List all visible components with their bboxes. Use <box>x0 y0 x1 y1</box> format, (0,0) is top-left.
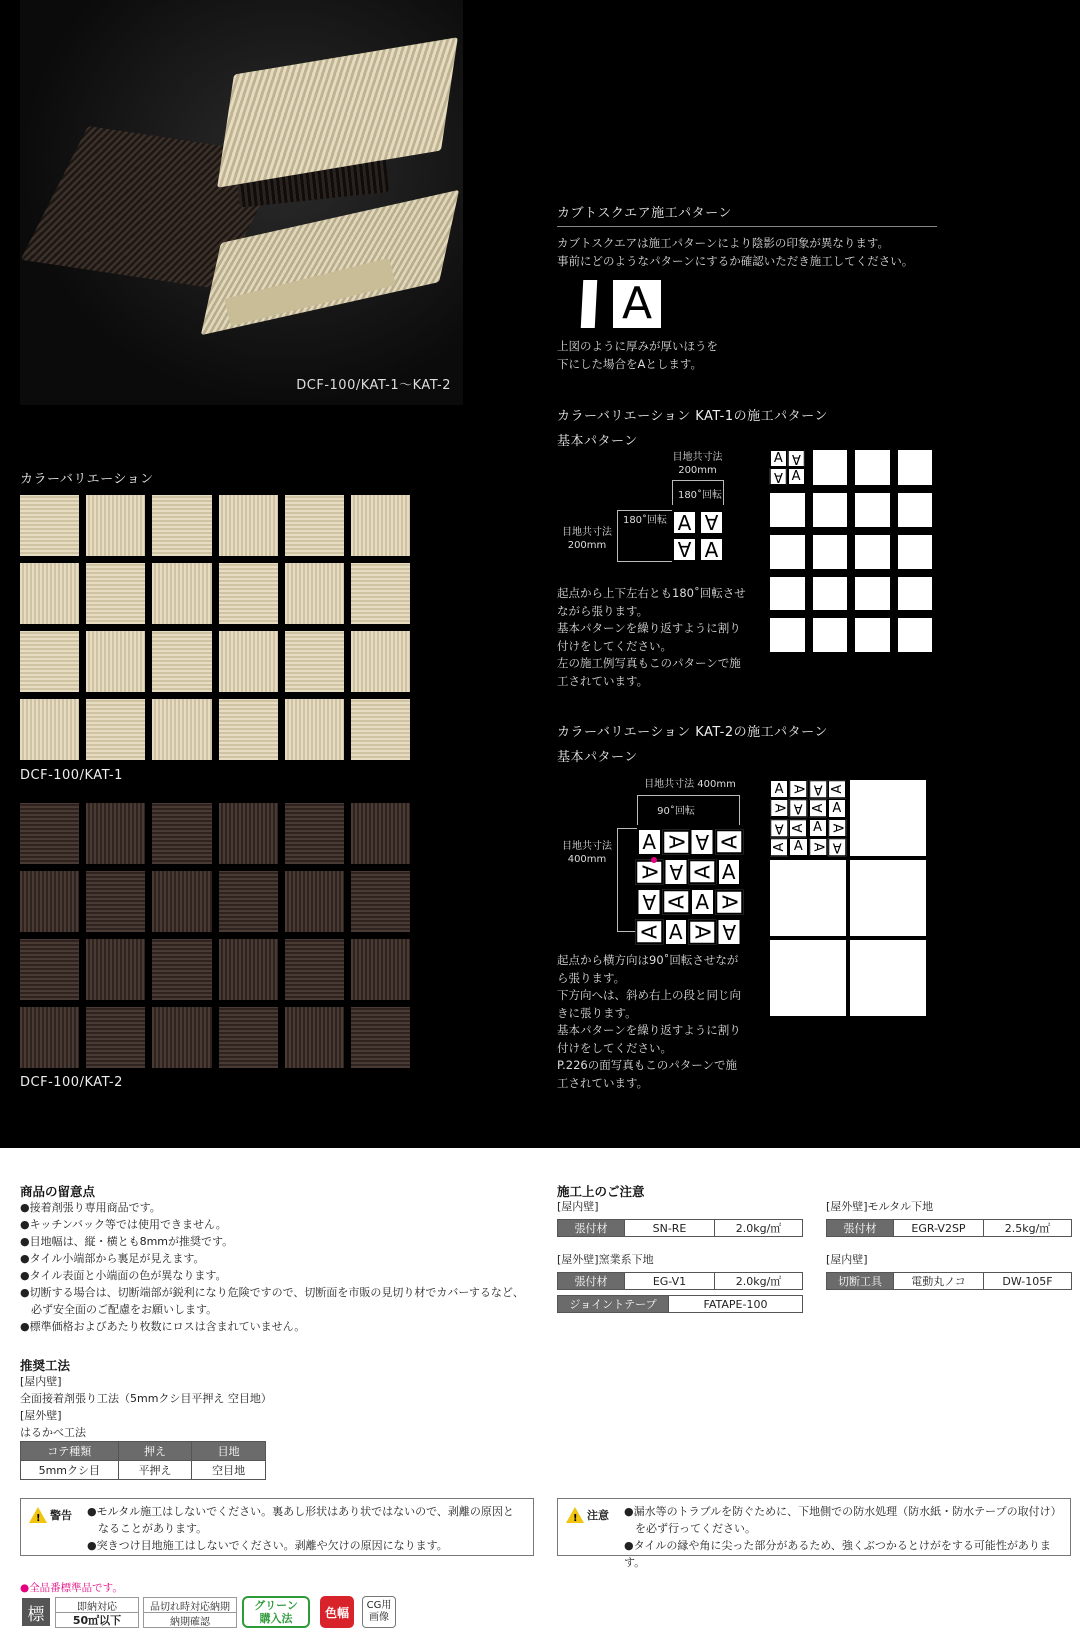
kat2-joint-left-label: 目地共寸法 400mm <box>562 841 612 865</box>
a-tile: A <box>770 468 787 485</box>
spec-cutting: 切断工具 電動丸ノコ DW-105F <box>826 1272 1072 1290</box>
tile-swatch <box>219 939 278 1000</box>
pattern-intro-note1: 上図のように厚みが厚いほうを <box>557 339 718 353</box>
a-tile: A <box>662 890 690 915</box>
kat1-rot-top-label: 180˚回転 <box>677 490 723 501</box>
a-tile: A <box>789 838 807 856</box>
tile-profile-icon <box>581 280 598 328</box>
kat2-pattern-title: カラーバリエーション KAT-2の施工パターン <box>557 725 828 740</box>
tile-swatch <box>219 495 278 556</box>
note-item: ●目地幅は、縦・横とも8mmが推奨です。 <box>20 1235 234 1248</box>
kat1-description <box>557 585 757 690</box>
a-tile: A <box>809 819 827 837</box>
method-indoor-label: [屋内壁] <box>20 1375 62 1388</box>
tile-swatch <box>86 803 145 864</box>
layout-cell <box>813 450 848 485</box>
layout-cell <box>813 535 848 569</box>
tile-swatch <box>152 803 211 864</box>
description-line: 工されています。 <box>557 1075 649 1090</box>
a-tile: A <box>635 920 663 945</box>
tile-swatch <box>86 495 145 556</box>
tile-swatch <box>351 803 410 864</box>
tile-swatch <box>86 631 145 692</box>
a-tile: A <box>788 450 805 467</box>
tile-swatch <box>285 563 344 624</box>
layout-cell <box>855 493 890 527</box>
layout-cell <box>898 535 933 569</box>
a-tile: A <box>715 890 743 915</box>
tile-swatch <box>351 631 410 692</box>
a-tile: A <box>828 799 846 817</box>
warning-line: ●モルタル施工はしないでください。裏あし形状はあり状ではないので、剥離の原因と <box>87 1505 514 1518</box>
kat2-pattern-subtitle: 基本パターン <box>557 750 638 765</box>
a-tile: A <box>690 828 715 856</box>
tile-swatch <box>285 631 344 692</box>
kat2-tile-grid <box>20 803 410 1068</box>
spec-indoor: 張付材 SN-RE 2.0kg/㎡ <box>557 1219 803 1237</box>
warning-lines <box>87 1503 514 1551</box>
tile-swatch <box>285 871 344 932</box>
table-cell: 5mmクシ目 <box>21 1461 119 1480</box>
hero-product-photo <box>20 0 463 405</box>
a-tile: A <box>717 918 742 946</box>
pattern-intro-title: カブトスクエア施工パターン <box>557 206 732 221</box>
tile-swatch <box>285 803 344 864</box>
attention-line: ●漏水等のトラブルを防ぐために、下地側での防水処理（防水紙・防水テープの取付け） <box>624 1505 1062 1518</box>
a-tile: A <box>789 780 807 798</box>
kat1-pattern-title: カラーバリエーション KAT-1の施工パターン <box>557 409 828 424</box>
a-glyph-icon: A <box>613 280 661 328</box>
layout-cell <box>813 618 848 652</box>
tile-swatch <box>351 939 410 1000</box>
a-tile: A <box>637 828 662 856</box>
layout-cell <box>850 940 926 1016</box>
layout-cell <box>855 535 890 569</box>
tile-swatch <box>152 563 211 624</box>
variation-title: カラーバリエーション <box>20 472 154 487</box>
tile-swatch <box>351 1007 410 1068</box>
tile-swatch <box>20 699 79 760</box>
description-line: 下方向へは、斜め右上の段と同じ向 <box>557 988 741 1002</box>
layout-cell <box>855 618 890 652</box>
tile-swatch <box>20 939 79 1000</box>
tile-swatch <box>20 563 79 624</box>
tile-light-top <box>217 37 458 188</box>
layout-cell <box>813 577 848 611</box>
tile-swatch <box>285 1007 344 1068</box>
table-header: 押え <box>118 1442 192 1461</box>
a-tile: A <box>664 918 689 946</box>
a-tile: A <box>770 780 788 798</box>
tile-swatch <box>152 871 211 932</box>
table-cell: 平押え <box>118 1461 192 1480</box>
kat2-joint-top-label: 目地共寸法 400mm <box>644 779 736 790</box>
table-header: 目地 <box>192 1442 266 1461</box>
method-title: 推奨工法 <box>20 1358 71 1373</box>
kat1-rot-left-label: 180˚回転 <box>622 515 668 526</box>
tile-swatch <box>20 495 79 556</box>
a-tile: A <box>770 799 788 817</box>
kat1-caption: DCF-100/KAT-1 <box>20 768 123 783</box>
tile-swatch <box>285 495 344 556</box>
tile-swatch <box>219 699 278 760</box>
tile-swatch <box>351 495 410 556</box>
a-tile-rotated: A <box>672 537 697 562</box>
kat2-rot-top-label: 90˚回転 <box>657 806 695 817</box>
note-item: ●タイル表面と小端面の色が異なります。 <box>20 1269 227 1282</box>
layout-cell <box>855 577 890 611</box>
layout-cell <box>898 618 933 652</box>
tile-swatch <box>152 495 211 556</box>
tile-swatch <box>351 699 410 760</box>
note-item: 必ず安全面のご配慮をお願いします。 <box>20 1303 218 1316</box>
layout-cell <box>898 450 933 485</box>
description-line: きに張ります。 <box>557 1005 637 1020</box>
a-tile: A <box>662 830 690 855</box>
tile-swatch <box>20 871 79 932</box>
attention-box <box>557 1498 1071 1569</box>
a-tile: A <box>809 799 827 817</box>
note-item: ●標準価格およびあたり枚数にロスは含まれていません。 <box>20 1320 306 1333</box>
kat1-joint-left-label: 目地共寸法 200mm <box>562 527 612 551</box>
warning-icon <box>29 1507 47 1523</box>
tile-swatch <box>152 939 211 1000</box>
leadtime-header: 品切れ時対応納期 <box>143 1597 237 1612</box>
kat2-layout-grid <box>770 780 930 1020</box>
layout-cell <box>770 577 805 611</box>
description-line: ながら張ります。 <box>557 603 649 618</box>
method-outdoor-label: [屋外壁] <box>20 1409 62 1422</box>
pattern-intro-line2: 事前にどのようなパターンにするか確認いただき施工してください。 <box>557 253 914 268</box>
description-line: 左の施工例写真もこのパターンで施 <box>557 656 741 670</box>
a-tile: A <box>770 450 787 467</box>
a-tile: A <box>788 468 805 485</box>
method-outdoor-text: はるかべ工法 <box>20 1426 86 1439</box>
description-line: 起点から上下左右とも180˚回転させ <box>557 586 746 600</box>
tile-swatch <box>86 1007 145 1068</box>
a-tile: A <box>637 888 662 916</box>
layout-cell <box>898 493 933 527</box>
table-cell: 空目地 <box>192 1461 266 1480</box>
warning-tag: 警告 <box>50 1509 72 1522</box>
standard-icon: 標 <box>22 1598 50 1626</box>
caution-indoor2-label: [屋内壁] <box>826 1253 868 1266</box>
a-tile: A <box>789 799 807 817</box>
a-tile: A <box>688 920 716 945</box>
layout-cell <box>850 860 926 936</box>
description-line: 付けをしてください。 <box>557 1040 672 1055</box>
note-item: ●接着剤張り専用商品です。 <box>20 1201 161 1214</box>
kat1-layout-grid <box>770 450 932 652</box>
a-tile: A <box>770 819 788 837</box>
a-tile: A <box>699 537 724 562</box>
layout-cell <box>898 577 933 611</box>
color-range-badge: 色幅 <box>320 1596 354 1628</box>
warning-line: なることがあります。 <box>87 1522 208 1535</box>
a-tile: A <box>809 838 827 856</box>
stock-header: 即納対応 <box>55 1597 139 1612</box>
kat2-basic-pattern <box>637 828 741 944</box>
method-table <box>20 1441 266 1480</box>
pattern-intro-line1: カブトスクエアは施工パターンにより陰影の印象が異なります。 <box>557 236 890 250</box>
a-tile: A <box>672 510 697 535</box>
attention-icon <box>566 1507 584 1523</box>
tile-swatch <box>20 803 79 864</box>
layout-cell <box>813 493 848 527</box>
a-tile: A <box>688 860 716 885</box>
green-purchase-badge: グリーン購入法 <box>242 1596 310 1628</box>
description-line: ら張ります。 <box>557 970 626 985</box>
a-tile: A <box>828 780 846 798</box>
tile-swatch <box>152 631 211 692</box>
table-header: コテ種類 <box>21 1442 119 1461</box>
description-line: P.226の面写真もこのパターンで施 <box>557 1058 738 1072</box>
tile-swatch <box>152 1007 211 1068</box>
attention-tag: 注意 <box>587 1509 609 1522</box>
a-tile: A <box>715 830 743 855</box>
layout-cell <box>770 618 805 652</box>
spec-mortar: 張付材 EGR-V2SP 2.5kg/㎡ <box>826 1219 1072 1237</box>
attention-lines <box>624 1503 1062 1569</box>
tile-swatch <box>86 939 145 1000</box>
kat2-dim-bracket-left <box>617 828 637 932</box>
layout-cell <box>770 450 805 485</box>
notes-list <box>20 1199 540 1335</box>
a-tile: A <box>770 838 788 856</box>
attention-line: を必ず行ってください。 <box>624 1522 756 1535</box>
description-line: 起点から横方向は90˚回転させなが <box>557 953 739 967</box>
description-line: 基本パターンを繰り返すように割り <box>557 1023 741 1037</box>
layout-cell <box>770 940 846 1016</box>
a-tile: A <box>789 819 807 837</box>
tile-swatch <box>219 871 278 932</box>
kat1-joint-top-label: 目地共寸法 200mm <box>672 452 723 476</box>
hero-caption: DCF-100/KAT-1〜KAT-2 <box>296 378 451 393</box>
description-line: 付けをしてください。 <box>557 638 672 653</box>
a-tile: A <box>809 780 827 798</box>
description-line: 工されています。 <box>557 673 649 688</box>
caution-mortar-label: [屋外壁]モルタル下地 <box>826 1200 934 1213</box>
a-tile-rotated: A <box>699 510 724 535</box>
note-item: ●タイル小端部から裏足が見えます。 <box>20 1252 205 1265</box>
tile-swatch <box>219 803 278 864</box>
spec-siding: 張付材 EG-V1 2.0kg/㎡ <box>557 1272 803 1290</box>
a-tile: A <box>690 888 715 916</box>
kat2-caption: DCF-100/KAT-2 <box>20 1075 123 1090</box>
tile-swatch <box>285 939 344 1000</box>
layout-cell <box>850 780 926 856</box>
pattern-intro-note2: 下にした場合をAとします。 <box>557 357 702 371</box>
start-point-marker <box>651 857 657 863</box>
warning-line: ●突きつけ目地施工はしないでください。剥離や欠けの原因になります。 <box>87 1539 448 1552</box>
all-standard-note: ●全品番標準品です。 <box>20 1582 123 1594</box>
a-tile: A <box>664 858 689 886</box>
note-item: ●切断する場合は、切断端部が鋭利になり危険ですので、切断面を市販の見切り材でカバーするなど、 <box>20 1286 524 1299</box>
layout-cell <box>855 450 890 485</box>
kat1-pattern-subtitle: 基本パターン <box>557 434 638 449</box>
spec-joint-tape: ジョイントテープ FATAPE-100 <box>557 1295 803 1313</box>
attention-line: ●タイルの縁や角に尖った部分があるため、強くぶつかるとけがをする可能性があります。 <box>624 1539 1051 1569</box>
kat1-basic-pattern <box>672 510 724 562</box>
notes-title: 商品の留意点 <box>20 1184 96 1199</box>
tile-swatch <box>20 1007 79 1068</box>
a-tile: A <box>717 858 742 886</box>
a-tile: A <box>635 860 663 885</box>
a-tile: A <box>828 819 846 837</box>
note-item: ●キッチンバック等では使用できません。 <box>20 1218 227 1231</box>
description-line: 基本パターンを繰り返すように割り <box>557 621 741 635</box>
layout-cell <box>770 535 805 569</box>
kat2-description <box>557 952 757 1092</box>
cg-image-badge: CG用 画像 <box>362 1596 396 1628</box>
warning-box <box>20 1498 534 1556</box>
tile-swatch <box>86 871 145 932</box>
stock-value: 50㎡以下 <box>55 1612 139 1628</box>
caution-title: 施工上のご注意 <box>557 1184 645 1199</box>
tile-swatch <box>20 631 79 692</box>
kat1-tile-grid <box>20 495 410 760</box>
caution-siding-label: [屋外壁]窯業系下地 <box>557 1253 654 1266</box>
method-indoor-text: 全面接着剤張り工法（5mmクシ目平押え 空目地） <box>20 1392 272 1405</box>
tile-swatch <box>285 699 344 760</box>
caution-indoor-label: [屋内壁] <box>557 1200 599 1213</box>
tile-swatch <box>351 563 410 624</box>
layout-cell <box>770 493 805 527</box>
tile-swatch <box>219 563 278 624</box>
tile-swatch <box>86 563 145 624</box>
divider <box>557 226 937 227</box>
tile-swatch <box>86 699 145 760</box>
leadtime-value: 納期確認 <box>143 1612 237 1628</box>
tile-swatch <box>219 631 278 692</box>
a-tile: A <box>828 838 846 856</box>
tile-swatch <box>219 1007 278 1068</box>
tile-swatch <box>351 871 410 932</box>
tile-swatch <box>152 699 211 760</box>
layout-cell <box>770 860 846 936</box>
